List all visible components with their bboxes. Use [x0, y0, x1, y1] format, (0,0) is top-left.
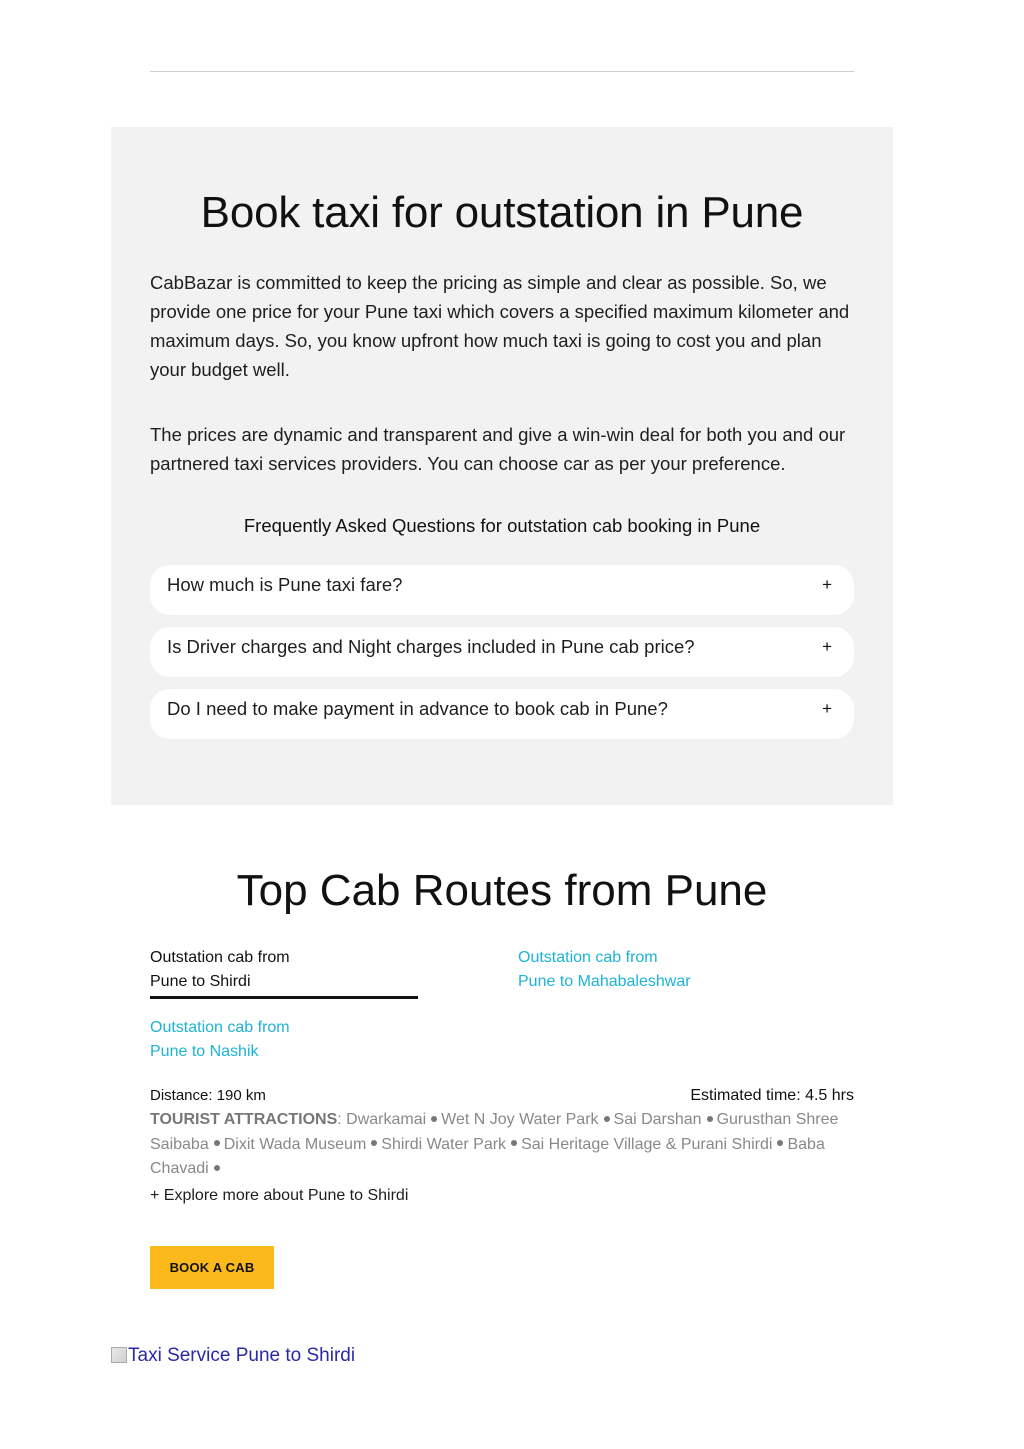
faq-heading: Frequently Asked Questions for outstation cab booking in Pune — [243, 515, 761, 536]
attraction-item: Sai Darshan — [613, 1111, 702, 1128]
route-tab-line1: Outstation cab from — [150, 1019, 290, 1036]
attraction-item: Baba Chavadi — [150, 1135, 825, 1177]
expand-plus-icon[interactable]: + — [822, 699, 832, 718]
attraction-item: Gurusthan Shree Saibaba — [150, 1111, 839, 1153]
faq-item-taxi-fare[interactable] — [150, 565, 854, 615]
route-tab-line1: Outstation cab from — [518, 949, 658, 966]
top-divider — [150, 71, 854, 72]
route-tab-mahabaleshwar[interactable] — [518, 946, 691, 994]
faq-item-advance-payment[interactable] — [150, 689, 854, 739]
attraction-item: Dixit Wada Museum — [223, 1135, 367, 1153]
explore-more-link[interactable]: + Explore more about Pune to Shirdi — [150, 1187, 409, 1204]
faq-question: Do I need to make payment in advance to book cab in Pune? — [167, 698, 668, 719]
routes-title: Top Cab Routes from Pune — [236, 866, 768, 915]
tourist-attractions: TOURIST ATTRACTIONS: Dwarkamai Wet N Joy Water Park Sai Darshan Gurusthan Shree Saibaba Dixit Wada Museum Shirdi Water Park Sai Heritage Village & Purani Shirdi Baba Chavadi — [150, 1111, 839, 1177]
broken-image-icon — [111, 1347, 127, 1363]
bullet-dot-icon — [214, 1140, 220, 1146]
attraction-item: Shirdi Water Park — [381, 1135, 507, 1153]
taxi-service-image[interactable] — [111, 1345, 355, 1367]
route-tab-shirdi[interactable] — [150, 946, 418, 994]
attraction-item: Dwarkamai — [346, 1111, 427, 1128]
bullet-dot-icon — [604, 1116, 610, 1122]
bullet-dot-icon — [431, 1116, 437, 1122]
bullet-dot-icon — [777, 1140, 783, 1146]
bullet-dot-icon — [511, 1140, 517, 1146]
route-tab-line1: Outstation cab from — [150, 949, 290, 966]
image-alt-text: Taxi Service Pune to Shirdi — [128, 1345, 356, 1366]
bullet-dot-icon — [707, 1116, 713, 1122]
faq-item-driver-charges[interactable] — [150, 627, 854, 677]
faq-question: Is Driver charges and Night charges included in Pune cab price? — [167, 636, 695, 657]
pricing-paragraph: CabBazar is committed to keep the pricing as simple and clear as possible. So, we provide one price for your Pune taxi which covers a specified maximum kilometer and maximum days. So, you know upfront how much taxi is going to cost you and plan your budget well. — [150, 272, 850, 380]
route-distance: Distance: 190 km — [150, 1087, 266, 1104]
route-tab-line2: Pune to Shirdi — [150, 973, 251, 990]
attraction-item: Wet N Joy Water Park — [441, 1111, 599, 1128]
attractions-label: TOURIST ATTRACTIONS — [150, 1111, 338, 1128]
book-cab-button[interactable]: BOOK A CAB — [150, 1246, 274, 1289]
dynamic-pricing-paragraph: The prices are dynamic and transparent and give a win-win deal for both you and our partnered taxi services providers. You can choose car as per your preference. — [150, 424, 846, 474]
expand-plus-icon[interactable]: + — [822, 575, 832, 594]
attraction-item: Sai Heritage Village & Purani Shirdi — [521, 1135, 773, 1153]
faq-question: How much is Pune taxi fare? — [167, 574, 403, 595]
active-tab-underline — [150, 996, 418, 999]
route-tab-line2: Pune to Mahabaleshwar — [518, 973, 691, 990]
route-estimated-time: Estimated time: 4.5 hrs — [690, 1087, 854, 1104]
expand-plus-icon[interactable]: + — [822, 637, 832, 656]
route-tab-nashik[interactable] — [150, 1016, 290, 1064]
bullet-dot-icon — [214, 1165, 220, 1171]
route-tab-line2: Pune to Nashik — [150, 1043, 259, 1060]
info-title: Book taxi for outstation in Pune — [200, 188, 804, 237]
bullet-dot-icon — [371, 1140, 377, 1146]
